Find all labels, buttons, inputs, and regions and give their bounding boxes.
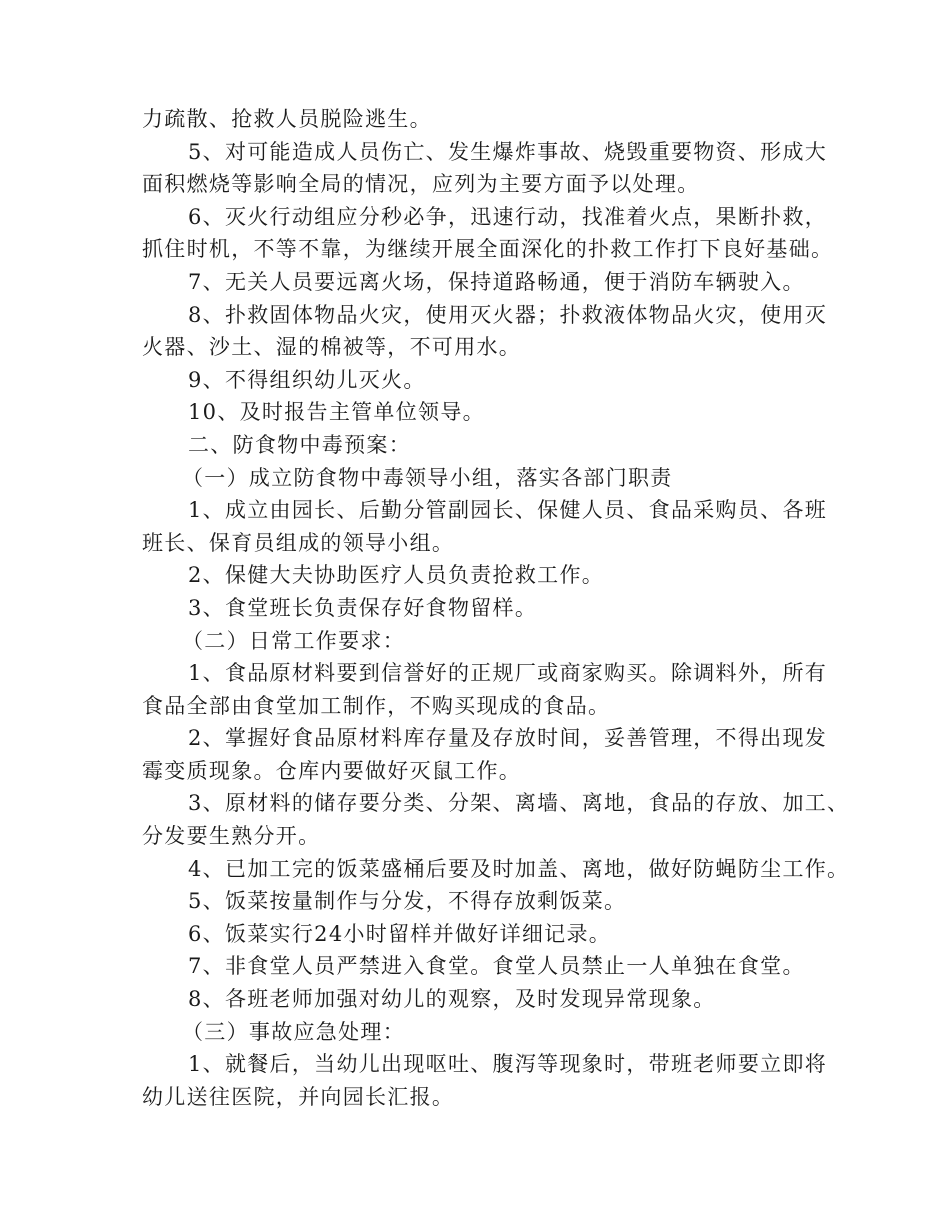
subsection-heading: （一）成立防食物中毒领导小组，落实各部门职责 [182, 465, 673, 490]
text-line: 幼儿送往医院，并向园长汇报。 [142, 1084, 455, 1109]
text-line: 9、不得组织幼儿灭火。 [188, 367, 426, 392]
text-line: 6、饭菜实行24小时留样并做好详细记录。 [188, 921, 612, 946]
subsection-heading: （二）日常工作要求： [182, 628, 405, 653]
text-line: 霉变质现象。仓库内要做好灭鼠工作。 [142, 758, 522, 783]
text-line: 面积燃烧等影响全局的情况，应列为主要方面予以处理。 [142, 172, 700, 197]
text-line: 食品全部由食堂加工制作，不购买现成的食品。 [142, 693, 611, 718]
text-line: 分发要生熟分开。 [142, 824, 321, 849]
text-line: 抓住时机，不等不靠，为继续开展全面深化的扑救工作打下良好基础。 [142, 237, 834, 262]
text-line: 4、已加工完的饭菜盛桶后要及时加盖、离地，做好防蝇防尘工作。 [188, 856, 850, 881]
text-line: 6、灭火行动组应分秒必争，迅速行动，找准着火点，果断扑救， [188, 204, 828, 229]
text-line: 2、保健大夫协助医疗人员负责抢救工作。 [188, 563, 605, 588]
text-line: 力疏散、抢救人员脱险逃生。 [142, 107, 432, 131]
text-line: 7、无关人员要远离火场，保持道路畅通，便于消防车辆驶入。 [188, 269, 805, 294]
text-line: 3、原材料的储存要分类、分架、离墙、离地，食品的存放、加工、 [188, 791, 850, 816]
text-line: 10、及时报告主管单位领导。 [188, 400, 485, 425]
text-line: 火器、沙土、湿的棉被等，不可用水。 [142, 335, 522, 360]
text-line: 1、成立由园长、后勤分管副园长、保健人员、食品采购员、各班 [188, 498, 828, 523]
text-line: 1、食品原材料要到信誉好的正规厂或商家购买。除调料外，所有 [188, 661, 828, 686]
text-line: 5、对可能造成人员伤亡、发生爆炸事故、烧毁重要物资、形成大 [188, 139, 828, 164]
text-line: 班长、保育员组成的领导小组。 [142, 530, 455, 555]
text-line: 8、扑救固体物品火灾，使用灭火器；扑救液体物品火灾，使用灭 [188, 302, 828, 327]
text-line: 2、掌握好食品原材料库存量及存放时间，妥善管理，不得出现发 [188, 726, 828, 751]
section-heading: 二、防食物中毒预案： [188, 432, 411, 457]
subsection-heading: （三）事故应急处理： [182, 1019, 405, 1044]
text-line: 8、各班老师加强对幼儿的观察，及时发现异常现象。 [188, 987, 716, 1012]
text-line: 1、就餐后，当幼儿出现呕吐、腹泻等现象时，带班老师要立即将 [188, 1052, 828, 1077]
text-line: 5、饭菜按量制作与分发，不得存放剩饭菜。 [188, 889, 627, 914]
document-body [142, 103, 850, 1113]
text-line: 7、非食堂人员严禁进入食堂。食堂人员禁止一人单独在食堂。 [188, 954, 805, 979]
text-line: 3、食堂班长负责保存好食物留样。 [188, 595, 538, 620]
